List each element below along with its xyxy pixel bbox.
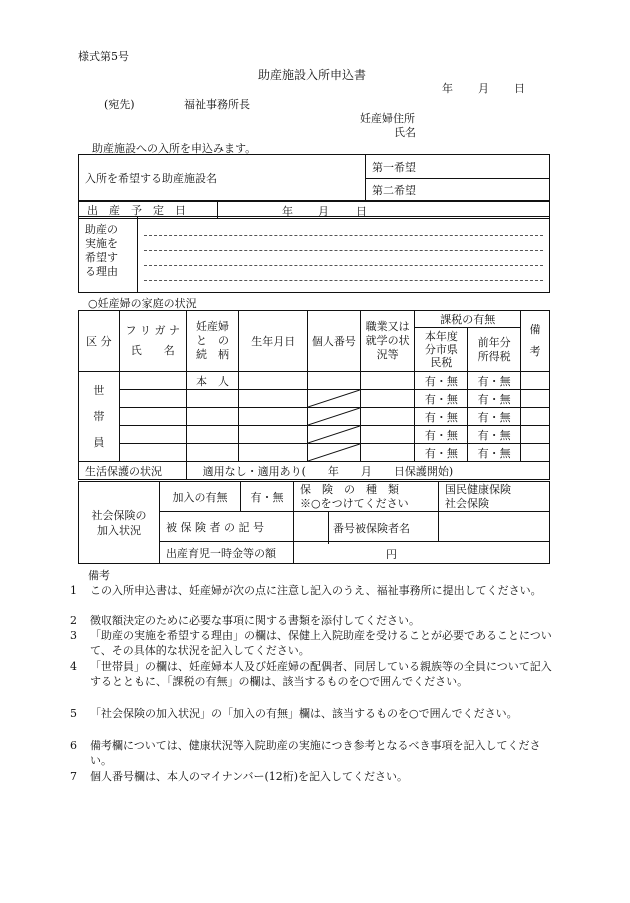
cell-remarks[interactable] (521, 444, 550, 462)
reason-line (144, 251, 543, 266)
note-number: 3 (70, 629, 77, 642)
note-text: 「助産の実施を希望する理由」の欄は、保健上入院助産を受けることが必要であることについて、その具体的な状況を記入してください。 (90, 629, 552, 657)
form-title: 助産施設入所申込書 (258, 68, 367, 82)
note-number: 6 (70, 739, 77, 752)
cell-tax-this[interactable]: 有・無 (415, 426, 468, 444)
note-item (70, 769, 560, 784)
reason-field[interactable] (138, 217, 550, 293)
col-furigana: フ リ ガ ナ (125, 324, 180, 337)
cell-birth[interactable] (239, 426, 308, 444)
note-item (70, 583, 560, 598)
intro-text: 助産施設への入所を申込みます。 (92, 142, 257, 155)
cell-tax-prev[interactable]: 有・無 (468, 372, 521, 390)
cell-tax-this[interactable]: 有・無 (415, 372, 468, 390)
cell-remarks[interactable] (521, 390, 550, 408)
insured-name-label: 被保険者名 (355, 522, 410, 535)
date-day: 日 (514, 82, 525, 95)
note-text: この入所申込書は、妊産婦が次の点に注意し記入のうえ、福祉事務所に提出してください。 (90, 584, 542, 597)
table-row (79, 444, 550, 462)
lump-sum-yen: 円 (386, 548, 397, 561)
col-tax-this-line: 民税 (430, 356, 453, 369)
household-label-char: 員 (93, 435, 105, 449)
cell-tax-this[interactable]: 有・無 (415, 408, 468, 426)
table-row (79, 408, 550, 426)
col-tax-this-line: 分市県 (424, 343, 458, 356)
col-relation-line: 続 柄 (195, 348, 229, 361)
facility-label: 入所を希望する助産施設名 (79, 155, 366, 201)
social-insurance-label (79, 482, 160, 564)
due-date-day: 日 (356, 205, 367, 218)
cell-job[interactable] (360, 390, 415, 408)
note-item (70, 659, 560, 689)
cell-name[interactable] (119, 426, 186, 444)
col-job-line: 況等 (376, 348, 399, 361)
cell-mynumber-disabled (308, 444, 361, 462)
cell-birth[interactable] (239, 408, 308, 426)
cell-relation[interactable] (186, 444, 239, 462)
cell-tax-prev[interactable]: 有・無 (468, 444, 521, 462)
reason-table (78, 216, 550, 293)
table-row (79, 426, 550, 444)
note-text: 徴収額決定のために必要な事項に関する書類を添付してください。 (90, 614, 420, 627)
cell-tax-prev[interactable]: 有・無 (468, 390, 521, 408)
note-item (70, 706, 560, 721)
cell-name[interactable] (119, 390, 186, 408)
note-item (70, 628, 560, 658)
lump-sum-field[interactable] (294, 542, 550, 564)
note-text: 備考欄については、健康状況等入院助産の実施につき参考となるべき事項を記入してください。 (90, 739, 541, 767)
livelihood-value[interactable]: 適用なし・適用あり( 年 月 日保護開始) (186, 462, 549, 480)
note-item (70, 738, 560, 768)
lump-sum-label: 出産育児一時金等の額 (160, 542, 294, 564)
diagonal-line-icon (308, 408, 360, 425)
addressee-prefix: (宛先) (104, 98, 135, 111)
livelihood-label: 生活保護の状況 (79, 462, 187, 480)
date-month: 月 (478, 82, 489, 95)
reason-label-line: 希望す (85, 251, 118, 264)
cell-name[interactable] (119, 444, 186, 462)
col-job-line: 就学の状 (365, 334, 410, 347)
note-item (70, 613, 560, 628)
insurance-type-options[interactable] (439, 482, 550, 512)
col-mynumber: 個人番号 (308, 311, 361, 372)
table-row (79, 372, 550, 390)
reason-line (144, 236, 543, 251)
note-text: 「世帯員」の欄は、妊産婦本人及び妊産婦の配偶者、同居している親族等の全員について記入するとともに、「課税の有無」の欄は、該当するものを○で囲んでください。 (90, 660, 552, 688)
reason-line (144, 221, 543, 236)
insured-number-label: 番号 (328, 512, 359, 544)
facility-second-choice[interactable]: 第二希望 (366, 179, 550, 201)
due-date-label: 出 産 予 定 日 (79, 202, 218, 219)
cell-birth[interactable] (239, 390, 308, 408)
insurance-option-social: 社会保険 (445, 496, 489, 510)
col-name: 氏 名 (130, 344, 175, 357)
addressee: 福祉事務所長 (184, 98, 250, 111)
facility-first-choice[interactable]: 第一希望 (366, 155, 550, 179)
social-insurance-label-line: 加入状況 (97, 523, 141, 537)
cell-job[interactable] (360, 408, 415, 426)
reason-label (79, 217, 138, 293)
col-birth: 生年月日 (239, 311, 308, 372)
reason-label-line: る理由 (85, 265, 118, 278)
col-remarks (521, 311, 550, 372)
note-number: 5 (70, 707, 77, 720)
col-remarks-line: 考 (529, 345, 541, 358)
note-number: 1 (70, 584, 77, 597)
cell-mynumber-disabled (308, 426, 361, 444)
cell-birth[interactable] (239, 372, 308, 390)
applicant-address-label: 妊産婦住所 (360, 112, 415, 125)
cell-tax-prev[interactable]: 有・無 (468, 408, 521, 426)
cell-mynumber[interactable] (308, 372, 361, 390)
col-tax-prev-line: 所得税 (477, 349, 511, 363)
enroll-label: 加入の有無 (160, 482, 241, 512)
col-furigana-name (119, 311, 186, 372)
cell-relation: 本 人 (186, 372, 239, 390)
col-tax-prev-year (468, 328, 521, 372)
notes-title: 備考 (88, 569, 110, 582)
note-text: 「社会保険の加入状況」の「加入の有無」欄は、該当するものを○で囲んでください。 (90, 707, 518, 720)
cell-remarks[interactable] (521, 372, 550, 390)
insurance-option-national: 国民健康保険 (445, 482, 511, 496)
insurance-type-label: 保 険 の 種 類 (300, 482, 399, 496)
cell-tax-this[interactable]: 有・無 (415, 444, 468, 462)
family-heading: ○妊産婦の家庭の状況 (88, 297, 197, 310)
enroll-value[interactable]: 有・無 (241, 482, 294, 512)
due-date-year: 年 (282, 205, 293, 218)
cell-mynumber-disabled (308, 390, 361, 408)
diagonal-line-icon (308, 444, 360, 461)
cell-relation[interactable] (186, 426, 239, 444)
cell-job[interactable] (360, 426, 415, 444)
cell-tax-this[interactable]: 有・無 (415, 390, 468, 408)
col-job (360, 311, 415, 372)
diagonal-line-icon (308, 390, 360, 407)
insured-symbol-label: 被 保 険 者 の 記 号 (160, 512, 294, 542)
cell-birth[interactable] (239, 444, 308, 462)
cell-relation[interactable] (186, 390, 239, 408)
cell-remarks[interactable] (521, 408, 550, 426)
note-text: 個人番号欄は、本人のマイナンバー(12桁)を記入してください。 (90, 770, 409, 783)
note-number: 4 (70, 660, 77, 673)
form-number: 様式第5号 (78, 50, 129, 63)
diagonal-line-icon (308, 426, 360, 443)
applicant-name-label: 氏名 (394, 126, 416, 139)
date-year: 年 (442, 82, 453, 95)
note-number: 2 (70, 614, 77, 627)
col-tax-this-line: 本年度 (424, 330, 458, 343)
household-label-char: 帯 (93, 409, 105, 423)
reason-line (144, 266, 543, 281)
cell-job[interactable] (360, 372, 415, 390)
household-label-char: 世 (93, 383, 105, 397)
table-row (79, 390, 550, 408)
household-label (79, 372, 120, 462)
family-table (78, 310, 550, 480)
cell-name[interactable] (119, 372, 186, 390)
cell-tax-prev[interactable]: 有・無 (468, 426, 521, 444)
col-relation-line: と の (195, 334, 229, 347)
reason-label-line: 助産の (85, 223, 118, 236)
facility-table (78, 154, 550, 201)
note-number: 7 (70, 770, 77, 783)
social-insurance-label-line: 社会保険の (91, 508, 147, 522)
insured-name-field[interactable] (355, 512, 550, 542)
social-insurance-table (78, 481, 550, 564)
reason-label-line: 実施を (85, 237, 118, 250)
cell-remarks[interactable] (521, 426, 550, 444)
col-job-line: 職業又は (365, 320, 410, 333)
insurance-type (294, 482, 439, 512)
col-tax: 課税の有無 (415, 311, 521, 328)
cell-relation[interactable] (186, 408, 239, 426)
insurance-type-note: ※○をつけてください (300, 496, 409, 510)
col-kubun: 区 分 (79, 311, 120, 372)
col-remarks-line: 備 (529, 323, 541, 336)
cell-job[interactable] (360, 444, 415, 462)
col-relation-line: 妊産婦 (195, 320, 229, 333)
cell-name[interactable] (119, 408, 186, 426)
col-relation (186, 311, 239, 372)
col-tax-this-year (415, 328, 468, 372)
cell-mynumber-disabled (308, 408, 361, 426)
due-date-month: 月 (318, 205, 329, 218)
col-tax-prev-line: 前年分 (477, 335, 511, 349)
